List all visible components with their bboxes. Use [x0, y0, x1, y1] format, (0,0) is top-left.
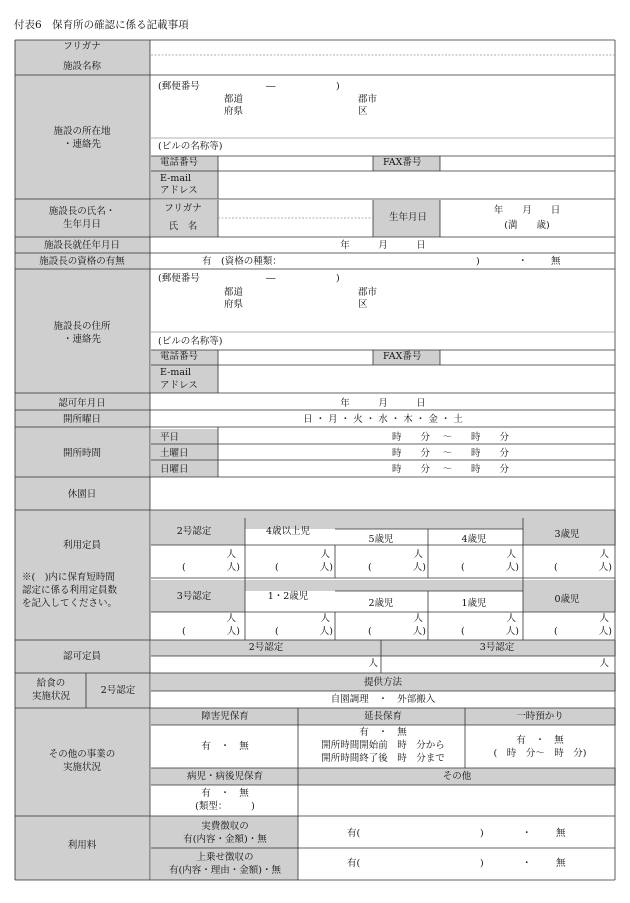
location-label-line2: ・連絡先: [62, 139, 102, 150]
extra-fee-line2: 有(内容・理由・金額)・無: [169, 865, 281, 876]
cap-row1-c1-open: (: [182, 562, 186, 573]
meal-cert2-label: 2号認定: [100, 685, 136, 696]
postal-dash: ―: [266, 81, 276, 92]
postal-close: ): [336, 81, 340, 92]
director-postal-close: ): [336, 273, 340, 284]
cap-cert3-label: 3号認定: [176, 591, 212, 602]
cap-row1-c3-person: 人: [413, 549, 423, 560]
cap-row2-c5-person: 人: [599, 613, 609, 624]
qualification-dot: ・: [518, 256, 528, 267]
cap-row2-c1-close: 人): [226, 626, 240, 637]
cap-row1-c3-close: 人): [412, 562, 426, 573]
cap-age5-label: 5歳児: [368, 534, 394, 545]
facility-fax-field[interactable]: [440, 155, 614, 171]
cap-row1-c5-open: (: [554, 562, 558, 573]
qualification-no: 無: [551, 256, 561, 267]
qualification-close: ): [476, 256, 480, 267]
meal-options: 自園調理 ・ 外部搬入: [330, 694, 436, 705]
cap-row1-c2-person: 人: [320, 549, 330, 560]
facility-name-field[interactable]: [151, 55, 614, 75]
cap-age4-label: 4歳児: [461, 534, 487, 545]
cap-row1-c4-person: 人: [506, 549, 516, 560]
capacity-note-line1: ※( )内に保育短時間: [22, 572, 115, 583]
cap-age1-label: 1歳児: [461, 598, 487, 609]
other-services-label-line2: 実施状況: [62, 762, 102, 773]
director-furigana-label: フリガナ: [164, 203, 202, 214]
cap-row2-c3-person: 人: [413, 613, 423, 624]
extra-fee-dot: ・: [522, 858, 532, 869]
licensed-label: 認可定員: [62, 651, 102, 662]
cap-age12-label: 1・2歳児: [267, 591, 309, 602]
licensed-cert2-label: 2号認定: [248, 642, 284, 653]
cap-row1-c2-open: (: [275, 562, 279, 573]
meal-label-line1: 給食の: [36, 678, 66, 689]
prefecture-label-bottom: 府県: [224, 106, 244, 117]
director-email-line1: E-mail: [160, 367, 192, 378]
actual-cost-line1: 実費徴収の: [201, 821, 249, 832]
holiday-field[interactable]: [151, 479, 614, 509]
capacity-note-line3: を記入してください。: [22, 598, 118, 609]
cap-row2-c5-close: 人): [598, 626, 612, 637]
cap-age3-label: 3歳児: [554, 529, 580, 540]
director-prefecture-top: 都道: [224, 287, 244, 298]
cap-row1-c5-close: 人): [598, 562, 612, 573]
extended-care-line2: 開所時間開始前 時 分から: [321, 740, 445, 751]
temporary-care-label: 一時預かり: [516, 711, 564, 722]
director-label-line2: 生年月日: [62, 219, 102, 230]
director-postal-label: (郵便番号: [158, 273, 200, 284]
cap-row1-c4-open: (: [461, 562, 465, 573]
cap-row1-c3-open: (: [368, 562, 372, 573]
qualification-yes: 有 (資格の種類：: [202, 256, 282, 267]
extended-care-line3: 開所時間終了後 時 分まで: [321, 753, 445, 764]
cap-row2-c2-close: 人): [319, 626, 333, 637]
temporary-care-line1: 有 ・ 無: [516, 735, 564, 746]
appointed-value: 年 月 日: [340, 240, 426, 251]
hours-label: 開所時間: [62, 448, 102, 459]
director-city-bottom: 区: [358, 299, 368, 310]
hours-sunday-label: 日曜日: [160, 464, 189, 475]
building-label: (ビルの名称等): [158, 141, 223, 152]
capacity-note-line2: 認定に係る利用定員数: [22, 585, 118, 596]
fees-label: 利用料: [67, 840, 97, 851]
actual-cost-dot: ・: [522, 828, 532, 839]
cap-row1-c1-close: 人): [226, 562, 240, 573]
appointed-label: 施設長就任年月日: [43, 240, 121, 251]
cap-cert2-label: 2号認定: [176, 526, 212, 537]
extended-care-line1: 有 ・ 無: [359, 727, 407, 738]
city-label-top: 郡市: [358, 94, 378, 105]
approval-label: 認可年月日: [58, 398, 106, 409]
birth-label: 生年月日: [388, 212, 428, 223]
facility-name-label: 施設名称: [62, 61, 102, 72]
others-field[interactable]: [299, 785, 614, 815]
director-prefecture-bottom: 府県: [224, 299, 244, 310]
cap-over4-label: 4歳以上児: [265, 526, 311, 537]
email-label-line2: アドレス: [160, 185, 198, 196]
director-address-label-line1: 施設長の住所: [53, 321, 111, 332]
director-name-field[interactable]: [218, 201, 373, 237]
actual-cost-close: ): [480, 828, 484, 839]
tel-label: 電話番号: [160, 157, 199, 168]
birth-value: 年 月 日: [493, 205, 561, 216]
director-email-line2: アドレス: [160, 380, 198, 391]
hours-weekday-label: 平日: [160, 432, 180, 443]
cap-row2-c2-person: 人: [320, 613, 330, 624]
facility-furigana-label: フリガナ: [63, 41, 101, 52]
prefecture-label-top: 都道: [224, 94, 244, 105]
meal-label-line2: 実施状況: [31, 691, 71, 702]
holiday-label: 休園日: [67, 489, 97, 500]
cap-row2-c4-close: 人): [505, 626, 519, 637]
location-label-line1: 施設の所在地: [53, 126, 111, 137]
postal-label: (郵便番号: [158, 81, 200, 92]
extended-care-label: 延長保育: [363, 711, 403, 722]
licensed-cert2-person: 人: [368, 658, 378, 669]
other-services-label-line1: その他の事業の: [48, 749, 116, 760]
cap-row2-c3-open: (: [368, 626, 372, 637]
age-value: (満 歳): [504, 220, 550, 231]
director-address-label-line2: ・連絡先: [62, 334, 102, 345]
shaded-cell-10: [151, 510, 616, 518]
others-label: その他: [442, 771, 472, 782]
hours-sunday-value: 時 分 ～ 時 分: [392, 464, 510, 475]
director-postal-dash: ―: [266, 273, 276, 284]
approval-value: 年 月 日: [340, 398, 426, 409]
director-fax-label: FAX番号: [383, 351, 422, 362]
shaded-cell-15: [245, 580, 523, 591]
qualification-label: 施設長の資格の有無: [39, 256, 125, 267]
facility-email-field[interactable]: [218, 171, 614, 199]
cap-row2-c4-open: (: [461, 626, 465, 637]
actual-cost-line2: 有(内容・金額)・無: [183, 834, 267, 845]
hours-weekday-value: 時 分 ～ 時 分: [392, 432, 510, 443]
cap-row2-c5-open: (: [554, 626, 558, 637]
extra-fee-no: 無: [556, 858, 566, 869]
facility-tel-field[interactable]: [218, 155, 373, 171]
cap-row2-c1-person: 人: [226, 613, 236, 624]
licensed-cert3-person: 人: [599, 658, 609, 669]
cap-age0-label: 0歳児: [554, 594, 580, 605]
director-name-label: 氏 名: [168, 221, 198, 232]
shaded-cell-17: [151, 640, 616, 656]
cap-row2-c4-person: 人: [506, 613, 516, 624]
cap-row1-c2-close: 人): [319, 562, 333, 573]
sick-care-label: 病児・病後児保育: [186, 771, 264, 782]
cap-row1-c1-person: 人: [226, 549, 236, 560]
meal-method-label: 提供方法: [363, 677, 403, 688]
disabled-care-yes-no: 有 ・ 無: [201, 741, 249, 752]
sick-care-line2: (類型： ): [195, 801, 255, 812]
extra-fee-yes: 有(: [347, 858, 361, 869]
open-days-label: 開所曜日: [62, 414, 102, 425]
cap-row2-c3-close: 人): [412, 626, 426, 637]
extra-fee-close: ): [480, 858, 484, 869]
cap-row2-c1-open: (: [182, 626, 186, 637]
licensed-cert3-label: 3号認定: [479, 642, 515, 653]
hours-saturday-value: 時 分 ～ 時 分: [392, 448, 510, 459]
email-label-line1: E-mail: [160, 173, 192, 184]
cap-row1-c5-person: 人: [599, 549, 609, 560]
actual-cost-no: 無: [556, 828, 566, 839]
cap-age2-label: 2歳児: [368, 598, 394, 609]
sick-care-line1: 有 ・ 無: [201, 788, 249, 799]
director-city-top: 郡市: [358, 287, 378, 298]
capacity-label: 利用定員: [62, 540, 102, 551]
director-label-line1: 施設長の氏名・: [48, 206, 116, 217]
temporary-care-line2: ( 時 分～ 時 分): [493, 748, 587, 759]
form-title: 付表6 保育所の確認に係る記載事項: [14, 19, 189, 31]
open-days-value: 日 ・ 月 ・ 火 ・ 水 ・ 木 ・ 金 ・ 土: [303, 414, 463, 425]
cap-row1-c4-close: 人): [505, 562, 519, 573]
cap-row2-c2-open: (: [275, 626, 279, 637]
fax-label: FAX番号: [383, 157, 422, 168]
extra-fee-line1: 上乗せ徴収の: [196, 852, 254, 863]
director-building-label: (ビルの名称等): [158, 336, 223, 347]
hours-saturday-label: 土曜日: [160, 448, 189, 459]
city-label-bottom: 区: [358, 106, 368, 117]
disabled-care-label: 障害児保育: [201, 711, 249, 722]
actual-cost-yes: 有(: [347, 828, 361, 839]
director-tel-label: 電話番号: [160, 351, 199, 362]
